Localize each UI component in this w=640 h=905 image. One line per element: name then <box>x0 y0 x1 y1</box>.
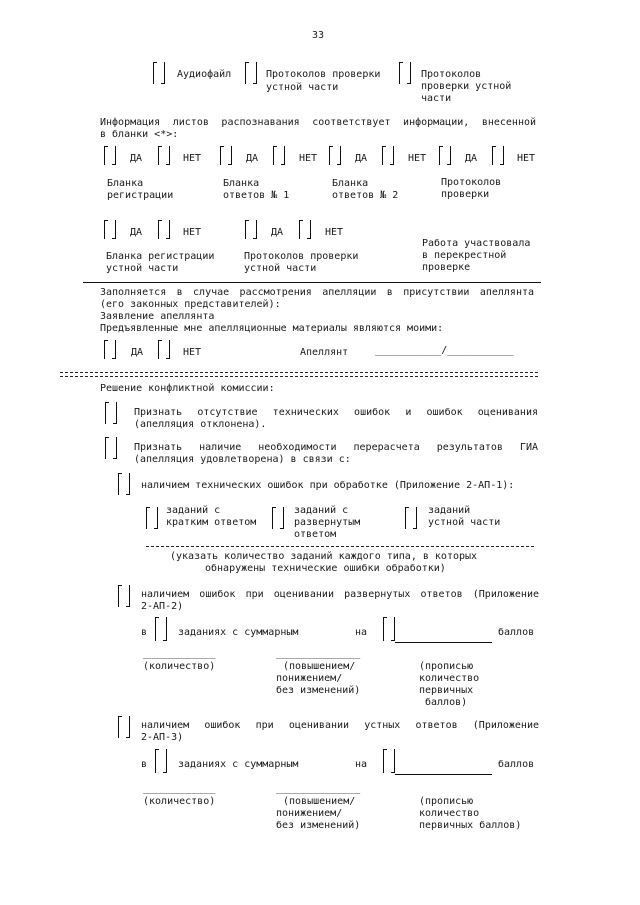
direction-caption-1: (повышением/ <box>283 796 356 807</box>
quantity-caption: (количество) <box>143 796 216 807</box>
in-words-1: (прописью <box>419 661 474 672</box>
in-words-2: количество <box>419 673 480 684</box>
written-points-field[interactable] <box>395 625 492 643</box>
on-label: на <box>355 627 368 638</box>
checkbox-oral-errors[interactable] <box>118 716 130 738</box>
no-label: НЕТ <box>183 153 202 164</box>
no-label: НЕТ <box>183 227 202 238</box>
checkbox-written-errors[interactable] <box>118 585 130 607</box>
label-oral-protocols-1: Протоколов проверки <box>266 69 381 80</box>
task-oral-1: заданий <box>428 505 471 516</box>
oral-errors-1: наличием ошибок при оценивании устных ответов (Приложение <box>141 720 539 731</box>
label-reg-form-1: Бланка <box>107 178 144 189</box>
checkbox-ans1-yes[interactable] <box>220 146 232 165</box>
checkbox-ans2-yes[interactable] <box>329 146 341 165</box>
no-label: НЕТ <box>408 153 427 164</box>
label-ans1-form-2: ответов № 1 <box>223 190 290 201</box>
task-extended-1: заданий с <box>294 505 349 516</box>
info-statement-line1: Информация листов распознавания соответствует информации, внесенной <box>100 117 536 128</box>
written-errors-2: 2-АП-2) <box>141 601 184 612</box>
label-ans2-form-1: Бланка <box>332 178 369 189</box>
direction-caption-1: (повышением/ <box>283 661 356 672</box>
label-check-protocols-1: Протоколов <box>421 69 482 80</box>
label-oral-prot-1: Протоколов проверки <box>244 251 359 262</box>
appellant-label: Апеллянт <box>300 347 349 358</box>
appeal-materials: Предъявленные мне апелляционные материалы являются моими: <box>100 323 444 334</box>
decision-accept-1: Признать наличие необходимости перерасчета результатов ГИА <box>134 442 538 453</box>
checkbox-extended-answer[interactable] <box>272 507 284 529</box>
no-label: НЕТ <box>517 153 536 164</box>
task-oral-2: устной части <box>428 517 501 528</box>
written-quantity-box[interactable] <box>155 617 167 641</box>
specify-note-2: обнаружены технические ошибки обработки) <box>205 563 446 574</box>
specify-note-1: (указать количество заданий каждого типа, в которых <box>170 551 478 562</box>
checkbox-short-answer[interactable] <box>146 507 158 529</box>
checkbox-oral-tasks[interactable] <box>405 507 417 529</box>
quantity-blank: ____________ <box>143 648 216 659</box>
checkbox-oral-reg-yes[interactable] <box>104 220 116 239</box>
yes-label: ДА <box>465 153 478 164</box>
checkbox-reg-no[interactable] <box>158 146 170 165</box>
appeal-presence-2: (его законных представителей): <box>100 299 281 310</box>
label-reg-form-2: регистрации <box>107 190 174 201</box>
checkbox-accept[interactable] <box>105 437 117 459</box>
cross-check-3: проверке <box>422 262 471 273</box>
tasks-sum-label: заданиях с суммарным <box>178 627 299 638</box>
checkbox-materials-no[interactable] <box>158 340 170 359</box>
label-oral-prot-2: устной части <box>244 263 317 274</box>
label-ans1-form-1: Бланка <box>223 178 260 189</box>
checkbox-check-protocols[interactable] <box>399 62 411 84</box>
yes-label: ДА <box>246 153 259 164</box>
written-direction-box[interactable] <box>383 617 395 641</box>
points-label: баллов <box>498 627 535 638</box>
yes-label: ДА <box>130 227 143 238</box>
oral-quantity-box[interactable] <box>155 749 167 773</box>
task-extended-3: ответом <box>294 529 337 540</box>
in-words-2: количество <box>419 808 480 819</box>
cross-check-1: Работа участвовала <box>422 238 531 249</box>
appeal-statement: Заявление апеллянта <box>100 311 215 322</box>
checkbox-oral-protocols[interactable] <box>245 62 257 84</box>
written-errors-1: наличием ошибок при оценивании развернутых ответов (Приложение <box>141 589 539 600</box>
checkbox-protocols-no[interactable] <box>492 146 504 165</box>
in-label: в <box>141 627 148 638</box>
in-words-3: первичных <box>419 685 474 696</box>
decision-reject-1: Признать отсутствие технических ошибок и ошибок оценивания <box>134 407 538 418</box>
in-words-4: баллов) <box>425 697 468 708</box>
checkbox-ans1-no[interactable] <box>273 146 285 165</box>
no-label: НЕТ <box>299 153 318 164</box>
checkbox-reg-yes[interactable] <box>104 146 116 165</box>
direction-caption-3: без изменений) <box>276 685 361 696</box>
in-label: в <box>141 759 148 770</box>
label-audiofile: Аудиофайл <box>177 69 232 80</box>
quantity-caption: (количество) <box>143 661 216 672</box>
checkbox-audiofile[interactable] <box>153 62 165 84</box>
in-words-1: (прописью <box>419 796 474 807</box>
no-label: НЕТ <box>183 347 202 358</box>
checkbox-oral-protocols-no[interactable] <box>299 220 311 239</box>
direction-caption-2: понижением/ <box>276 673 343 684</box>
direction-caption-2: понижением/ <box>276 808 343 819</box>
checkbox-ans2-no[interactable] <box>382 146 394 165</box>
checkbox-materials-yes[interactable] <box>104 340 116 359</box>
direction-blank: ______________ <box>276 648 361 659</box>
in-words-3: первичных баллов) <box>419 820 522 831</box>
cross-check-2: в перекрестной <box>422 250 507 261</box>
yes-label: ДА <box>131 347 144 358</box>
direction-caption-3: без изменений) <box>276 820 361 831</box>
task-short-2: кратким ответом <box>166 517 257 528</box>
label-oral-reg-1: Бланка регистрации <box>106 251 215 262</box>
decision-title: Решение конфликтной комиссии: <box>100 383 275 394</box>
checkbox-protocols-yes[interactable] <box>439 146 451 165</box>
checkbox-oral-reg-no[interactable] <box>158 220 170 239</box>
info-statement-line2: в бланки <*>: <box>100 129 179 140</box>
label-check-protocols-2: проверки устной <box>421 81 512 92</box>
label-protocols-1: Протоколов <box>441 177 502 188</box>
label-protocols-2: проверки <box>441 189 490 200</box>
oral-points-field[interactable] <box>395 757 492 775</box>
checkbox-oral-protocols-yes[interactable] <box>245 220 257 239</box>
checkbox-reject[interactable] <box>105 402 117 424</box>
yes-label: ДА <box>271 227 284 238</box>
decision-reject-2: (апелляция отклонена). <box>134 419 267 430</box>
direction-blank: ______________ <box>276 783 361 794</box>
checkbox-tech-errors[interactable] <box>118 473 130 495</box>
page-number: 33 <box>312 30 325 41</box>
points-label: баллов <box>498 759 535 770</box>
double-divider <box>60 372 538 377</box>
task-short-1: заданий с <box>166 505 221 516</box>
quantity-blank: ____________ <box>143 783 216 794</box>
specify-dashed-line[interactable] <box>146 546 534 547</box>
yes-label: ДА <box>355 153 368 164</box>
on-label: на <box>355 759 368 770</box>
oral-direction-box[interactable] <box>383 749 395 773</box>
no-label: НЕТ <box>325 227 344 238</box>
oral-errors-2: 2-АП-3) <box>141 732 184 743</box>
appeal-presence-1: Заполняется в случае рассмотрения апелляции в присутствии апеллянта <box>100 287 534 298</box>
yes-label: ДА <box>130 153 143 164</box>
tech-errors-label: наличием технических ошибок при обработке (Приложение 2-АП-1): <box>141 480 515 491</box>
label-oral-reg-2: устной части <box>106 263 179 274</box>
task-extended-2: развернутым <box>294 517 361 528</box>
decision-accept-2: (апелляция удовлетворена) в связи с: <box>134 454 351 465</box>
label-oral-protocols-2: устной части <box>266 82 339 93</box>
section-divider <box>83 282 541 283</box>
label-ans2-form-2: ответов № 2 <box>332 190 399 201</box>
appellant-signature-line[interactable]: ___________/___________ <box>375 345 514 356</box>
label-check-protocols-3: части <box>421 93 452 104</box>
tasks-sum-label: заданиях с суммарным <box>178 759 299 770</box>
